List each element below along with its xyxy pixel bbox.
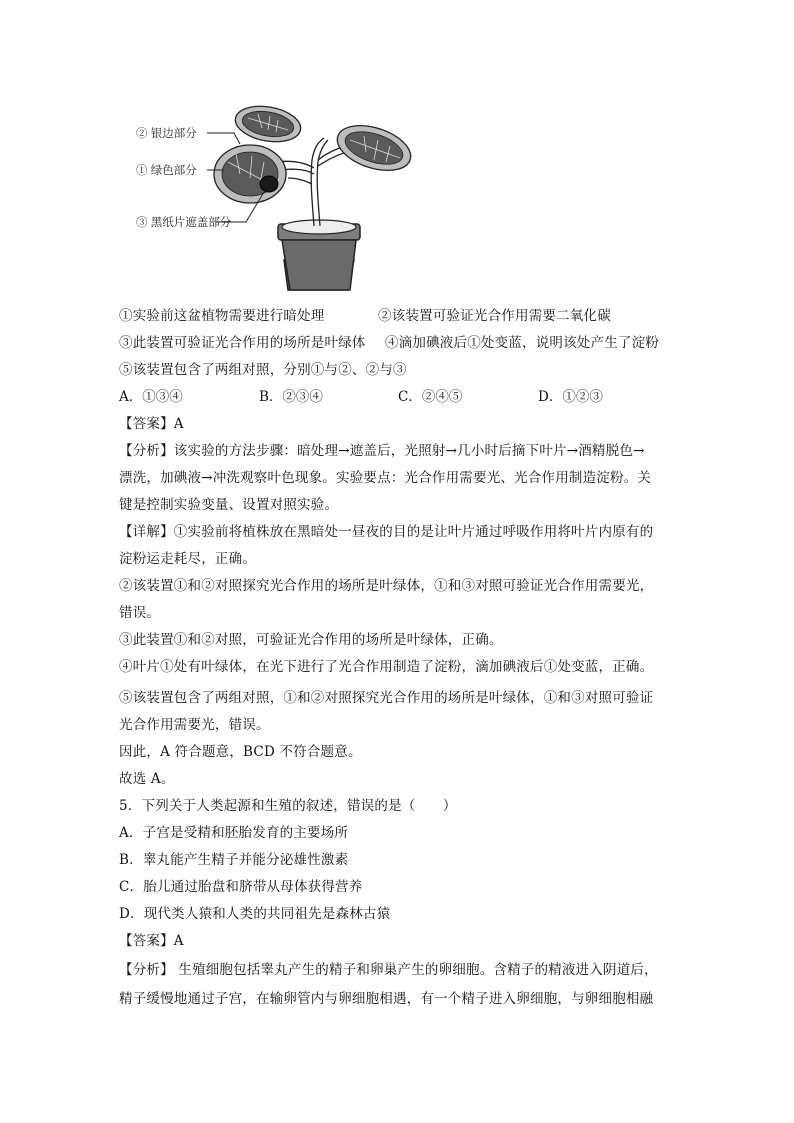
analysis-line: 【分析】该实验的方法步骤：暗处理→遮盖后，光照射→几小时后摘下叶片→酒精脱色→	[119, 443, 645, 459]
label-green: ① 绿色部分	[136, 165, 197, 177]
detail-line: 错误。	[119, 605, 161, 621]
detail-line: 淀粉运走耗尽，正确。	[119, 551, 256, 567]
pot-icon	[278, 220, 360, 290]
label-black-paper: ③ 黑纸片遮盖部分	[136, 217, 232, 229]
q5-option-b: B．睾丸能产生精子并能分泌雄性激素	[119, 852, 349, 868]
detail-line: 因此，A 符合题意，BCD 不符合题意。	[119, 744, 362, 760]
analysis-line: 精子缓慢地通过子宫，在输卵管内与卵细胞相遇，有一个精子进入卵细胞，与卵细胞相融	[119, 991, 654, 1007]
statement-4: ④滴加碘液后①处变蓝，说明该处产生了淀粉	[385, 335, 659, 351]
top-leaf-icon	[233, 102, 304, 147]
detail-line: 故选 A。	[119, 771, 175, 787]
q5-option-d: D．现代类人猿和人类的共同祖先是森林古猿	[119, 906, 391, 922]
option-b: B．②③④	[259, 389, 323, 405]
detail-line: 【详解】①实验前将植株放在黑暗处一昼夜的目的是让叶片通过呼吸作用将叶片内原有的	[119, 524, 654, 540]
option-a: A．①③④	[119, 389, 183, 405]
statement-2: ②该装置可验证光合作用需要二氧化碳	[378, 308, 611, 324]
statement-5: ⑤该装置包含了两组对照，分别①与②、②与③	[119, 362, 407, 378]
q5-option-a: A．子宫是受精和胚胎发育的主要场所	[119, 825, 349, 841]
left-leaf-icon	[214, 145, 286, 203]
statement-1: ①实验前这盆植物需要进行暗处理	[119, 308, 325, 324]
detail-line: ②该装置①和②对照探究光合作用的场所是叶绿体，①和③对照可验证光合作用需要光，	[119, 578, 654, 594]
answer-label: 【答案】A	[119, 933, 184, 949]
potted-plant-figure	[128, 100, 428, 295]
analysis-line: 【分析】 生殖细胞包括睾丸产生的精子和卵巢产生的卵细胞。含精子的精液进入阴道后，	[119, 962, 658, 978]
answer-label: 【答案】A	[119, 416, 184, 432]
option-c: C．②④⑤	[398, 389, 463, 405]
question-5-stem: 5．下列关于人类起源和生殖的叙述，错误的是（ ）	[119, 798, 457, 814]
analysis-line: 键是控制实验变量、设置对照实验。	[119, 497, 339, 513]
statement-3: ③此装置可验证光合作用的场所是叶绿体	[119, 335, 366, 351]
label-edge: ② 银边部分	[136, 128, 197, 140]
detail-line: ③此装置①和②对照，可验证光合作用的场所是叶绿体，正确。	[119, 632, 503, 648]
option-d: D．①②③	[538, 389, 603, 405]
q5-option-c: C．胎儿通过胎盘和脐带从母体获得营养	[119, 879, 363, 895]
analysis-line: 漂洗，加碘液→冲洗观察叶色现象。实验要点：光合作用需要光、光合作用制造淀粉。关	[119, 470, 652, 486]
right-leaf-icon	[332, 117, 417, 179]
detail-line: ④叶片①处有叶绿体，在光下进行了光合作用制造了淀粉，滴加碘液后①处变蓝，正确。	[119, 659, 654, 675]
detail-line: ⑤该装置包含了两组对照，①和②对照探究光合作用的场所是叶绿体，①和③对照可验证	[119, 690, 654, 706]
detail-line: 光合作用需要光，错误。	[119, 717, 270, 733]
